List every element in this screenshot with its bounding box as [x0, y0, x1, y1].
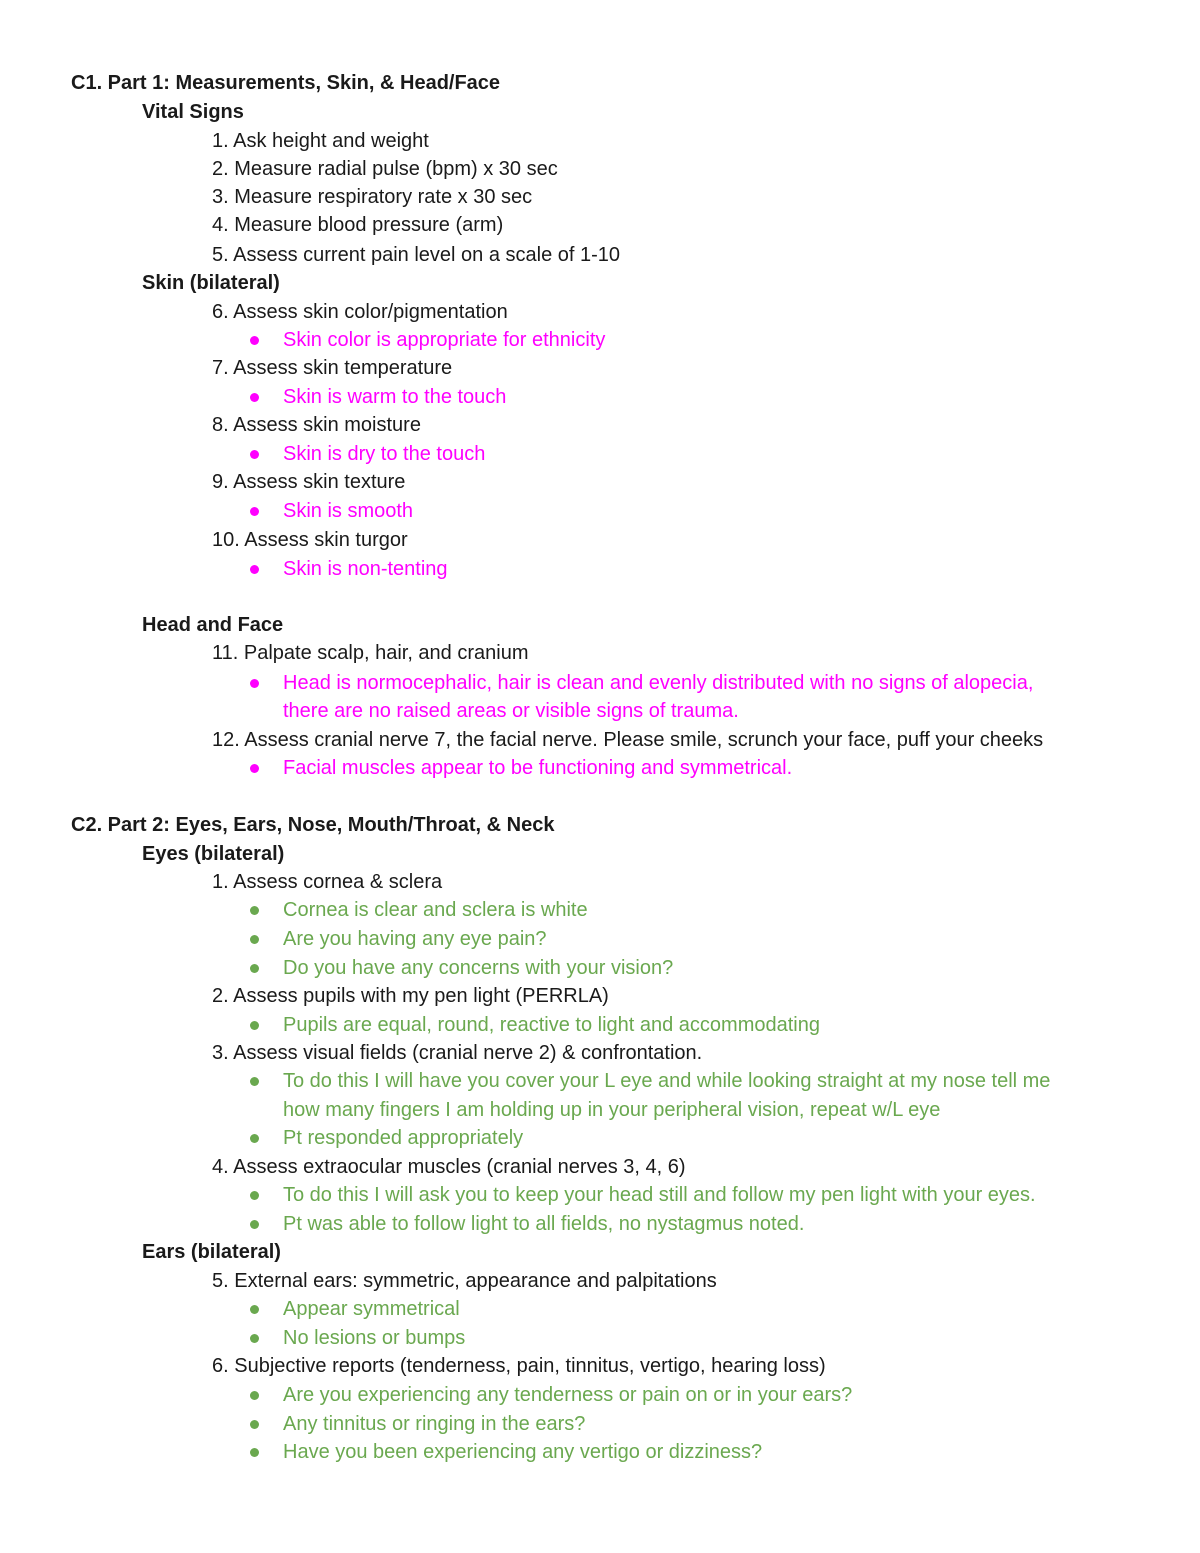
part2-title: C2. Part 2: Eyes, Ears, Nose, Mouth/Throat, & Neck [71, 814, 555, 836]
bullet-icon [250, 1334, 259, 1343]
eyes-note-1b: Are you having any eye pain? [283, 928, 547, 950]
skin-note-9: Skin is smooth [283, 500, 414, 522]
bullet-icon [250, 450, 259, 459]
bullet-icon [250, 1420, 259, 1429]
head-note-12: Facial muscles appear to be functioning and symmetrical. [283, 757, 793, 779]
eyes-note-3b: Pt responded appropriately [283, 1127, 524, 1149]
eyes-note-3a-line2: how many fingers I am holding up in your peripheral vision, repeat w/L eye [283, 1099, 941, 1121]
bullet-icon [250, 1191, 259, 1200]
eyes-step-3: 3. Assess visual fields (cranial nerve 2) & confrontation. [212, 1042, 703, 1064]
skin-heading: Skin (bilateral) [142, 272, 280, 294]
eyes-note-4b: Pt was able to follow light to all fields, no nystagmus noted. [283, 1213, 805, 1235]
part1-title: C1. Part 1: Measurements, Skin, & Head/Face [71, 72, 501, 94]
head-step-11: 11. Palpate scalp, hair, and cranium [212, 642, 529, 664]
vital-step-1: 1. Ask height and weight [212, 130, 429, 152]
bullet-icon [250, 336, 259, 345]
ears-note-6a: Are you experiencing any tenderness or pain on or in your ears? [283, 1384, 853, 1406]
skin-step-10: 10. Assess skin turgor [212, 529, 408, 551]
bullet-icon [250, 1305, 259, 1314]
bullet-icon [250, 1077, 259, 1086]
skin-note-7: Skin is warm to the touch [283, 386, 507, 408]
eyes-note-4a: To do this I will ask you to keep your head still and follow my pen light with your eyes. [283, 1184, 1036, 1206]
eyes-note-2: Pupils are equal, round, reactive to light and accommodating [283, 1014, 820, 1036]
skin-note-8: Skin is dry to the touch [283, 443, 486, 465]
eyes-note-3a-line1: To do this I will have you cover your L eye and while looking straight at my nose tell me [283, 1070, 1051, 1092]
bullet-icon [250, 393, 259, 402]
skin-step-9: 9. Assess skin texture [212, 471, 406, 493]
eyes-heading: Eyes (bilateral) [142, 843, 285, 865]
head-note-11-line2: there are no raised areas or visible signs of trauma. [283, 700, 739, 722]
head-step-12: 12. Assess cranial nerve 7, the facial nerve. Please smile, scrunch your face, puff your cheeks [212, 729, 1044, 751]
vital-signs-heading: Vital Signs [142, 101, 244, 123]
bullet-icon [250, 1134, 259, 1143]
vital-step-5: 5. Assess current pain level on a scale of 1-10 [212, 244, 621, 266]
head-face-heading: Head and Face [142, 614, 284, 636]
eyes-step-2: 2. Assess pupils with my pen light (PERRLA) [212, 985, 609, 1007]
ears-note-6b: Any tinnitus or ringing in the ears? [283, 1413, 586, 1435]
eyes-note-1c: Do you have any concerns with your vision? [283, 957, 674, 979]
ears-step-5: 5. External ears: symmetric, appearance and palpitations [212, 1270, 717, 1292]
bullet-icon [250, 1448, 259, 1457]
bullet-icon [250, 679, 259, 688]
skin-note-10: Skin is non-tenting [283, 558, 448, 580]
vital-step-2: 2. Measure radial pulse (bpm) x 30 sec [212, 158, 558, 180]
eyes-step-4: 4. Assess extraocular muscles (cranial nerves 3, 4, 6) [212, 1156, 686, 1178]
skin-step-7: 7. Assess skin temperature [212, 357, 453, 379]
vital-step-3: 3. Measure respiratory rate x 30 sec [212, 186, 533, 208]
bullet-icon [250, 935, 259, 944]
bullet-icon [250, 1021, 259, 1030]
ears-heading: Ears (bilateral) [142, 1241, 281, 1263]
bullet-icon [250, 507, 259, 516]
bullet-icon [250, 1391, 259, 1400]
bullet-icon [250, 906, 259, 915]
bullet-icon [250, 764, 259, 773]
bullet-icon [250, 1220, 259, 1229]
skin-step-8: 8. Assess skin moisture [212, 414, 421, 436]
ears-note-5a: Appear symmetrical [283, 1298, 460, 1320]
vital-step-4: 4. Measure blood pressure (arm) [212, 214, 504, 236]
skin-step-6: 6. Assess skin color/pigmentation [212, 301, 508, 323]
ears-step-6: 6. Subjective reports (tenderness, pain, tinnitus, vertigo, hearing loss) [212, 1355, 826, 1377]
bullet-icon [250, 964, 259, 973]
skin-note-6: Skin color is appropriate for ethnicity [283, 329, 606, 351]
head-note-11-line1: Head is normocephalic, hair is clean and evenly distributed with no signs of alopecia, [283, 672, 1034, 694]
ears-note-6c: Have you been experiencing any vertigo or dizziness? [283, 1441, 763, 1463]
eyes-step-1: 1. Assess cornea & sclera [212, 871, 443, 893]
eyes-note-1a: Cornea is clear and sclera is white [283, 899, 588, 921]
ears-note-5b: No lesions or bumps [283, 1327, 466, 1349]
bullet-icon [250, 565, 259, 574]
